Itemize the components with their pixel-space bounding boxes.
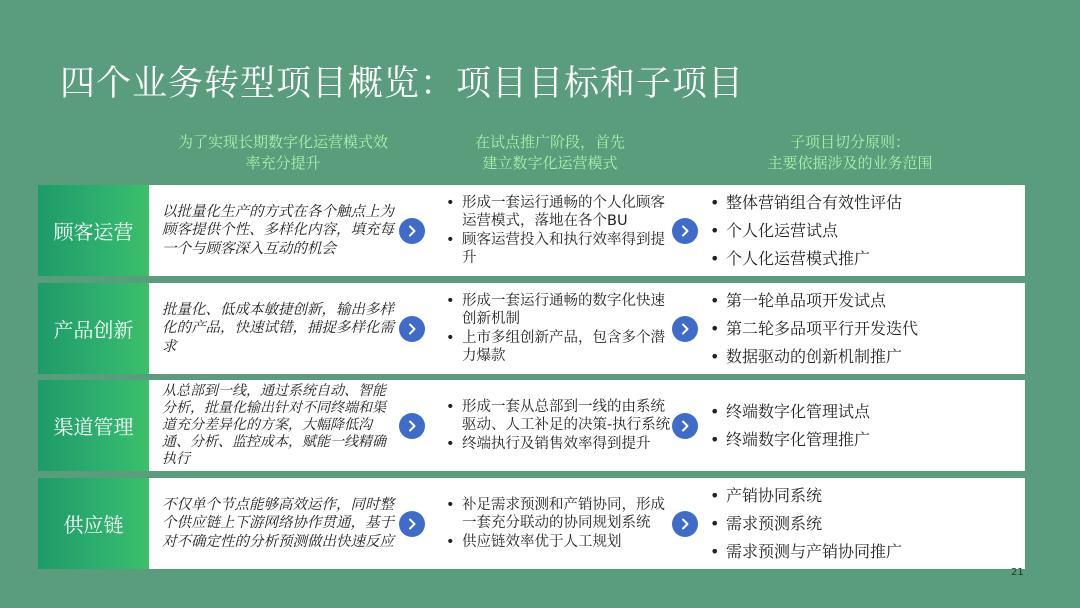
list-item: • 形成一套从总部到一线的由系统驱动、人工补足的决策-执行系统 bbox=[446, 398, 678, 435]
list-item: • 顾客运营投入和执行效率得到提升 bbox=[446, 231, 678, 268]
column-header-line: 为了实现长期数字化运营模式效 bbox=[177, 133, 388, 151]
goal-text: 从总部到一线，通过系统自动、智能分析，批量化输出针对不同终端和渠道充分差异化的方案，大幅降低沟通、分析、监控成本，赋能一线精确执行 bbox=[162, 383, 386, 467]
list-item: • 补足需求预测和产销协同，形成一套充分联动的协同规划系统 bbox=[446, 496, 678, 533]
page-number: 21 bbox=[1011, 567, 1024, 578]
table-row bbox=[38, 478, 1025, 569]
table-row bbox=[38, 283, 1025, 374]
column-header-model bbox=[445, 132, 655, 174]
column-header-line: 子项目切分原则： bbox=[789, 133, 910, 151]
model-cell bbox=[446, 283, 678, 374]
column-header-line: 在试点推广阶段，首先 bbox=[474, 133, 625, 151]
model-cell bbox=[446, 478, 678, 569]
chevron-right-circle-icon bbox=[399, 316, 425, 342]
goal-text: 批量化、低成本敏捷创新，输出多样化的产品，快速试错，捕捉多样化需求 bbox=[162, 301, 394, 355]
chevron-right-circle-icon bbox=[672, 511, 698, 537]
column-header-goal bbox=[148, 132, 418, 174]
row-label: 供应链 bbox=[38, 478, 149, 569]
chevron-right-circle-icon bbox=[399, 413, 425, 439]
column-header-subprojects bbox=[720, 132, 980, 174]
page-title: 四个业务转型项目概览：项目目标和子项目 bbox=[60, 64, 745, 104]
column-header-line: 建立数字化运营模式 bbox=[482, 154, 618, 172]
row-label: 产品创新 bbox=[38, 283, 149, 374]
list-item: • 需求预测与产销协同推广 bbox=[710, 538, 902, 566]
list-item: • 个人化运营试点 bbox=[710, 217, 902, 245]
model-cell bbox=[446, 185, 678, 276]
list-item: • 形成一套运行通畅的个人化顾客运营模式，落地在各个BU bbox=[446, 194, 678, 231]
chevron-right-circle-icon bbox=[399, 218, 425, 244]
list-item: • 供应链效率优于人工规划 bbox=[446, 533, 678, 552]
column-header-line: 主要依据涉及的业务范围 bbox=[767, 154, 933, 172]
column-header-line: 率充分提升 bbox=[245, 154, 321, 172]
list-item: • 终端执行及销售效率得到提升 bbox=[446, 435, 678, 454]
list-item: • 个人化运营模式推广 bbox=[710, 245, 902, 273]
chevron-right-circle-icon bbox=[672, 413, 698, 439]
subprojects-cell bbox=[710, 185, 1010, 276]
table-row bbox=[38, 380, 1025, 471]
list-item: • 第二轮多品项平行开发迭代 bbox=[710, 315, 918, 343]
row-label: 顾客运营 bbox=[38, 185, 149, 276]
subprojects-cell bbox=[710, 283, 1010, 374]
goal-cell bbox=[162, 185, 397, 276]
subprojects-cell bbox=[710, 380, 1010, 471]
list-item: • 终端数字化管理推广 bbox=[710, 426, 870, 454]
goal-cell bbox=[162, 380, 397, 471]
chevron-right-circle-icon bbox=[672, 218, 698, 244]
list-item: • 形成一套运行通畅的数字化快速创新机制 bbox=[446, 292, 678, 329]
list-item: • 需求预测系统 bbox=[710, 510, 902, 538]
goal-text: 以批量化生产的方式在各个触点上为顾客提供个性、多样化内容，填充每一个与顾客深入互动的机会 bbox=[162, 203, 394, 257]
list-item: • 数据驱动的创新机制推广 bbox=[710, 343, 918, 371]
chevron-right-circle-icon bbox=[399, 511, 425, 537]
list-item: • 产销协同系统 bbox=[710, 482, 902, 510]
model-cell bbox=[446, 380, 678, 471]
goal-cell bbox=[162, 478, 397, 569]
row-label: 渠道管理 bbox=[38, 380, 149, 471]
goal-text: 不仅单个节点能够高效运作，同时整个供应链上下游网络协作贯通，基于对不确定性的分析预测做出快速反应 bbox=[162, 496, 394, 550]
chevron-right-circle-icon bbox=[672, 316, 698, 342]
list-item: • 第一轮单品项开发试点 bbox=[710, 287, 918, 315]
list-item: • 上市多组创新产品，包含多个潜力爆款 bbox=[446, 329, 678, 366]
subprojects-cell bbox=[710, 478, 1010, 569]
list-item: • 整体营销组合有效性评估 bbox=[710, 189, 902, 217]
goal-cell bbox=[162, 283, 397, 374]
table-row bbox=[38, 185, 1025, 276]
list-item: • 终端数字化管理试点 bbox=[710, 398, 870, 426]
